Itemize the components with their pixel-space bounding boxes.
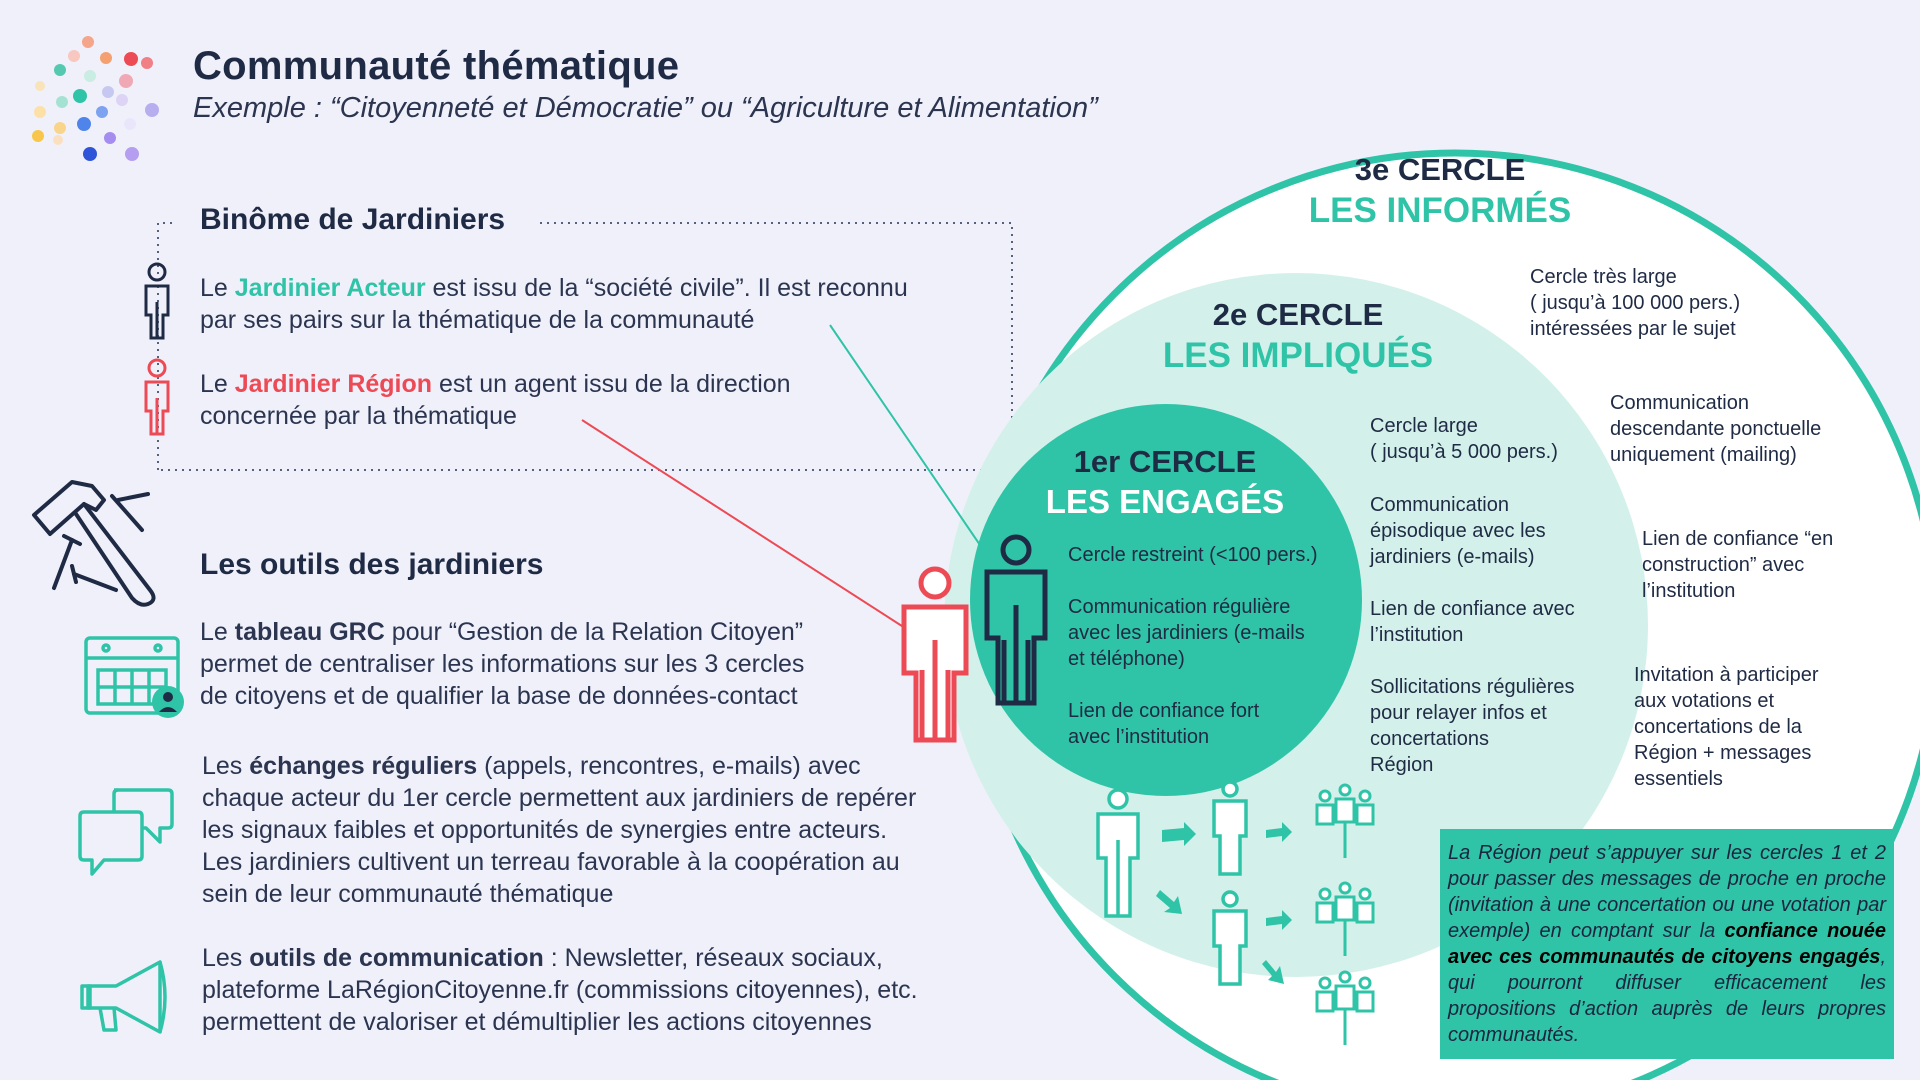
- grc-l2: permet de centraliser les informations sur les 3 cercles: [200, 650, 805, 678]
- note-box: [1440, 829, 1894, 1059]
- logo-dots: [32, 36, 159, 161]
- c3-b3-line: l’institution: [1642, 580, 1736, 602]
- c3-b2-line: descendante ponctuelle: [1610, 418, 1822, 440]
- c3-block-1: [1530, 264, 1740, 342]
- acteur-text-line2: par ses pairs sur la thématique de la communauté: [200, 306, 755, 334]
- comm-l1-post: : Newsletter, réseaux sociaux,: [543, 944, 883, 972]
- c2-b4-line: Sollicitations régulières: [1370, 676, 1575, 698]
- c2-b1-line: Cercle large: [1370, 415, 1478, 437]
- c3-b4-line: aux votations et: [1634, 690, 1775, 712]
- c2-b4-line: Région: [1370, 754, 1434, 776]
- grc-description: [200, 616, 920, 712]
- c3-b3-line: construction” avec: [1642, 554, 1805, 576]
- c1-number: 1er CERCLE: [1073, 444, 1257, 479]
- echanges-l2: chaque acteur du 1er cercle permettent aux jardiniers de repérer: [202, 784, 917, 812]
- c2-b3-line: l’institution: [1370, 624, 1464, 646]
- c3-b4-line: Région + messages: [1634, 742, 1812, 764]
- c3-number: 3e CERCLE: [1354, 152, 1526, 187]
- c1-b3-line: Lien de confiance fort: [1068, 700, 1260, 722]
- tools-icon: [34, 482, 154, 605]
- note-bold: confiance nouée avec ces communautés de citoyens engagés: [1448, 920, 1886, 968]
- connector-region: [582, 420, 905, 628]
- c2-block-1: [1370, 413, 1558, 465]
- user-badge-icon: [152, 686, 184, 718]
- c1-block-1: [1068, 542, 1318, 568]
- c3-name: LES INFORMÉS: [1308, 191, 1572, 230]
- c3-b1-line: ( jusqu’à 100 000 pers.): [1530, 292, 1741, 314]
- page-title: Communauté thématique: [193, 44, 680, 88]
- c3-b1-line: intéressées par le sujet: [1530, 318, 1736, 340]
- connector-acteur: [830, 325, 980, 545]
- comm-l2: plateforme LaRégionCitoyenne.fr (commissions citoyennes), etc.: [202, 976, 918, 1004]
- c2-block-3: [1370, 596, 1575, 648]
- people-groups-icon: [1317, 785, 1373, 1045]
- c1-b3-line: avec l’institution: [1068, 726, 1210, 748]
- c2-b4-line: pour relayer infos et: [1370, 702, 1547, 724]
- echanges-description: [202, 750, 1002, 910]
- grc-l1-pre: Le: [200, 618, 235, 646]
- c1-b2-line: et téléphone): [1068, 648, 1185, 670]
- c1-b2-line: avec les jardiniers (e-mails: [1068, 622, 1305, 644]
- acteur-prefix: Le: [200, 274, 235, 302]
- c1-name: LES ENGAGÉS: [1045, 483, 1285, 520]
- c3-b1-line: Cercle très large: [1530, 266, 1677, 288]
- grc-l1-post: pour “Gestion de la Relation Citoyen”: [384, 618, 804, 646]
- c2-b3-line: Lien de confiance avec: [1370, 598, 1575, 620]
- comm-l1-pre: Les: [202, 944, 250, 972]
- communication-description: [202, 942, 1002, 1038]
- binome-title: Binôme de Jardiniers: [200, 203, 513, 237]
- c1-b2-line: Communication régulière: [1068, 596, 1291, 618]
- c3-b2-line: Communication: [1610, 392, 1749, 414]
- region-text-line1: est un agent issu de la direction: [432, 370, 791, 398]
- c3-b4-line: essentiels: [1634, 768, 1723, 790]
- region-description: [200, 368, 1000, 432]
- grc-l3: de citoyens et de qualifier la base de données-contact: [200, 682, 798, 710]
- c1-b1-line: Cercle restreint (<100 pers.): [1068, 544, 1318, 566]
- c3-b3-line: Lien de confiance “en: [1642, 528, 1834, 550]
- region-prefix: Le: [200, 370, 235, 398]
- c2-block-4: [1370, 674, 1575, 778]
- c3-b2-line: uniquement (mailing): [1610, 444, 1797, 466]
- comm-bold: outils de communication: [249, 944, 544, 972]
- echanges-bold: échanges réguliers: [249, 752, 478, 780]
- echanges-l4: Les jardiniers cultivent un terreau favorable à la coopération au: [202, 848, 900, 876]
- grc-bold: tableau GRC: [234, 618, 385, 646]
- echanges-l1-post: (appels, rencontres, e-mails) avec: [477, 752, 861, 780]
- c2-block-2: [1370, 492, 1546, 570]
- acteur-name: Jardinier Acteur: [234, 274, 426, 302]
- c2-b2-line: Communication: [1370, 494, 1509, 516]
- c2-b2-line: épisodique avec les: [1370, 520, 1546, 542]
- echanges-l3: les signaux faibles et opportunités de synergies entre acteurs.: [202, 816, 888, 844]
- note-text-1: La Région peut s’appuyer sur les cercles 1 et 2 pour passer des messages de proche en proche (invitation à une concertation ou une votation par exemple) en comptant sur la: [1448, 842, 1886, 942]
- c1-block-3: [1068, 698, 1259, 750]
- c3-block-3: [1642, 526, 1833, 604]
- page-subtitle: Exemple : “Citoyenneté et Démocratie” ou “Agriculture et Alimentation”: [193, 92, 1098, 124]
- c2-name: LES IMPLIQUÉS: [1162, 336, 1434, 375]
- echanges-l5: sein de leur communauté thématique: [202, 880, 614, 908]
- c3-block-4: [1634, 662, 1819, 792]
- c3-b4-line: concertations de la: [1634, 716, 1802, 738]
- c3-block-2: [1610, 390, 1821, 468]
- echanges-l1-pre: Les: [202, 752, 250, 780]
- megaphone-icon: [82, 962, 165, 1032]
- c2-b1-line: ( jusqu’à 5 000 pers.): [1370, 441, 1558, 463]
- outils-title: Les outils des jardiniers: [200, 548, 544, 581]
- c2-number: 2e CERCLE: [1212, 297, 1384, 332]
- c1-block-2: [1068, 594, 1305, 672]
- region-name: Jardinier Région: [234, 370, 433, 398]
- acteur-text-line1: est issu de la “société civile”. Il est reconnu: [425, 274, 908, 302]
- region-text-line2: concernée par la thématique: [200, 402, 517, 430]
- c2-b4-line: concertations: [1370, 728, 1489, 750]
- comm-l3: permettent de valoriser et démultiplier les actions citoyennes: [202, 1008, 872, 1036]
- acteur-description: [200, 272, 1000, 336]
- c2-b2-line: jardiniers (e-mails): [1370, 546, 1535, 568]
- chat-bubbles-icon: [80, 790, 172, 874]
- binome-frame: [158, 223, 1012, 470]
- note-text-2: , qui pourront diffuser efficacement les propositions d’action auprès de leurs propres communautés.: [1448, 946, 1886, 1046]
- c3-b4-line: Invitation à participer: [1634, 664, 1819, 686]
